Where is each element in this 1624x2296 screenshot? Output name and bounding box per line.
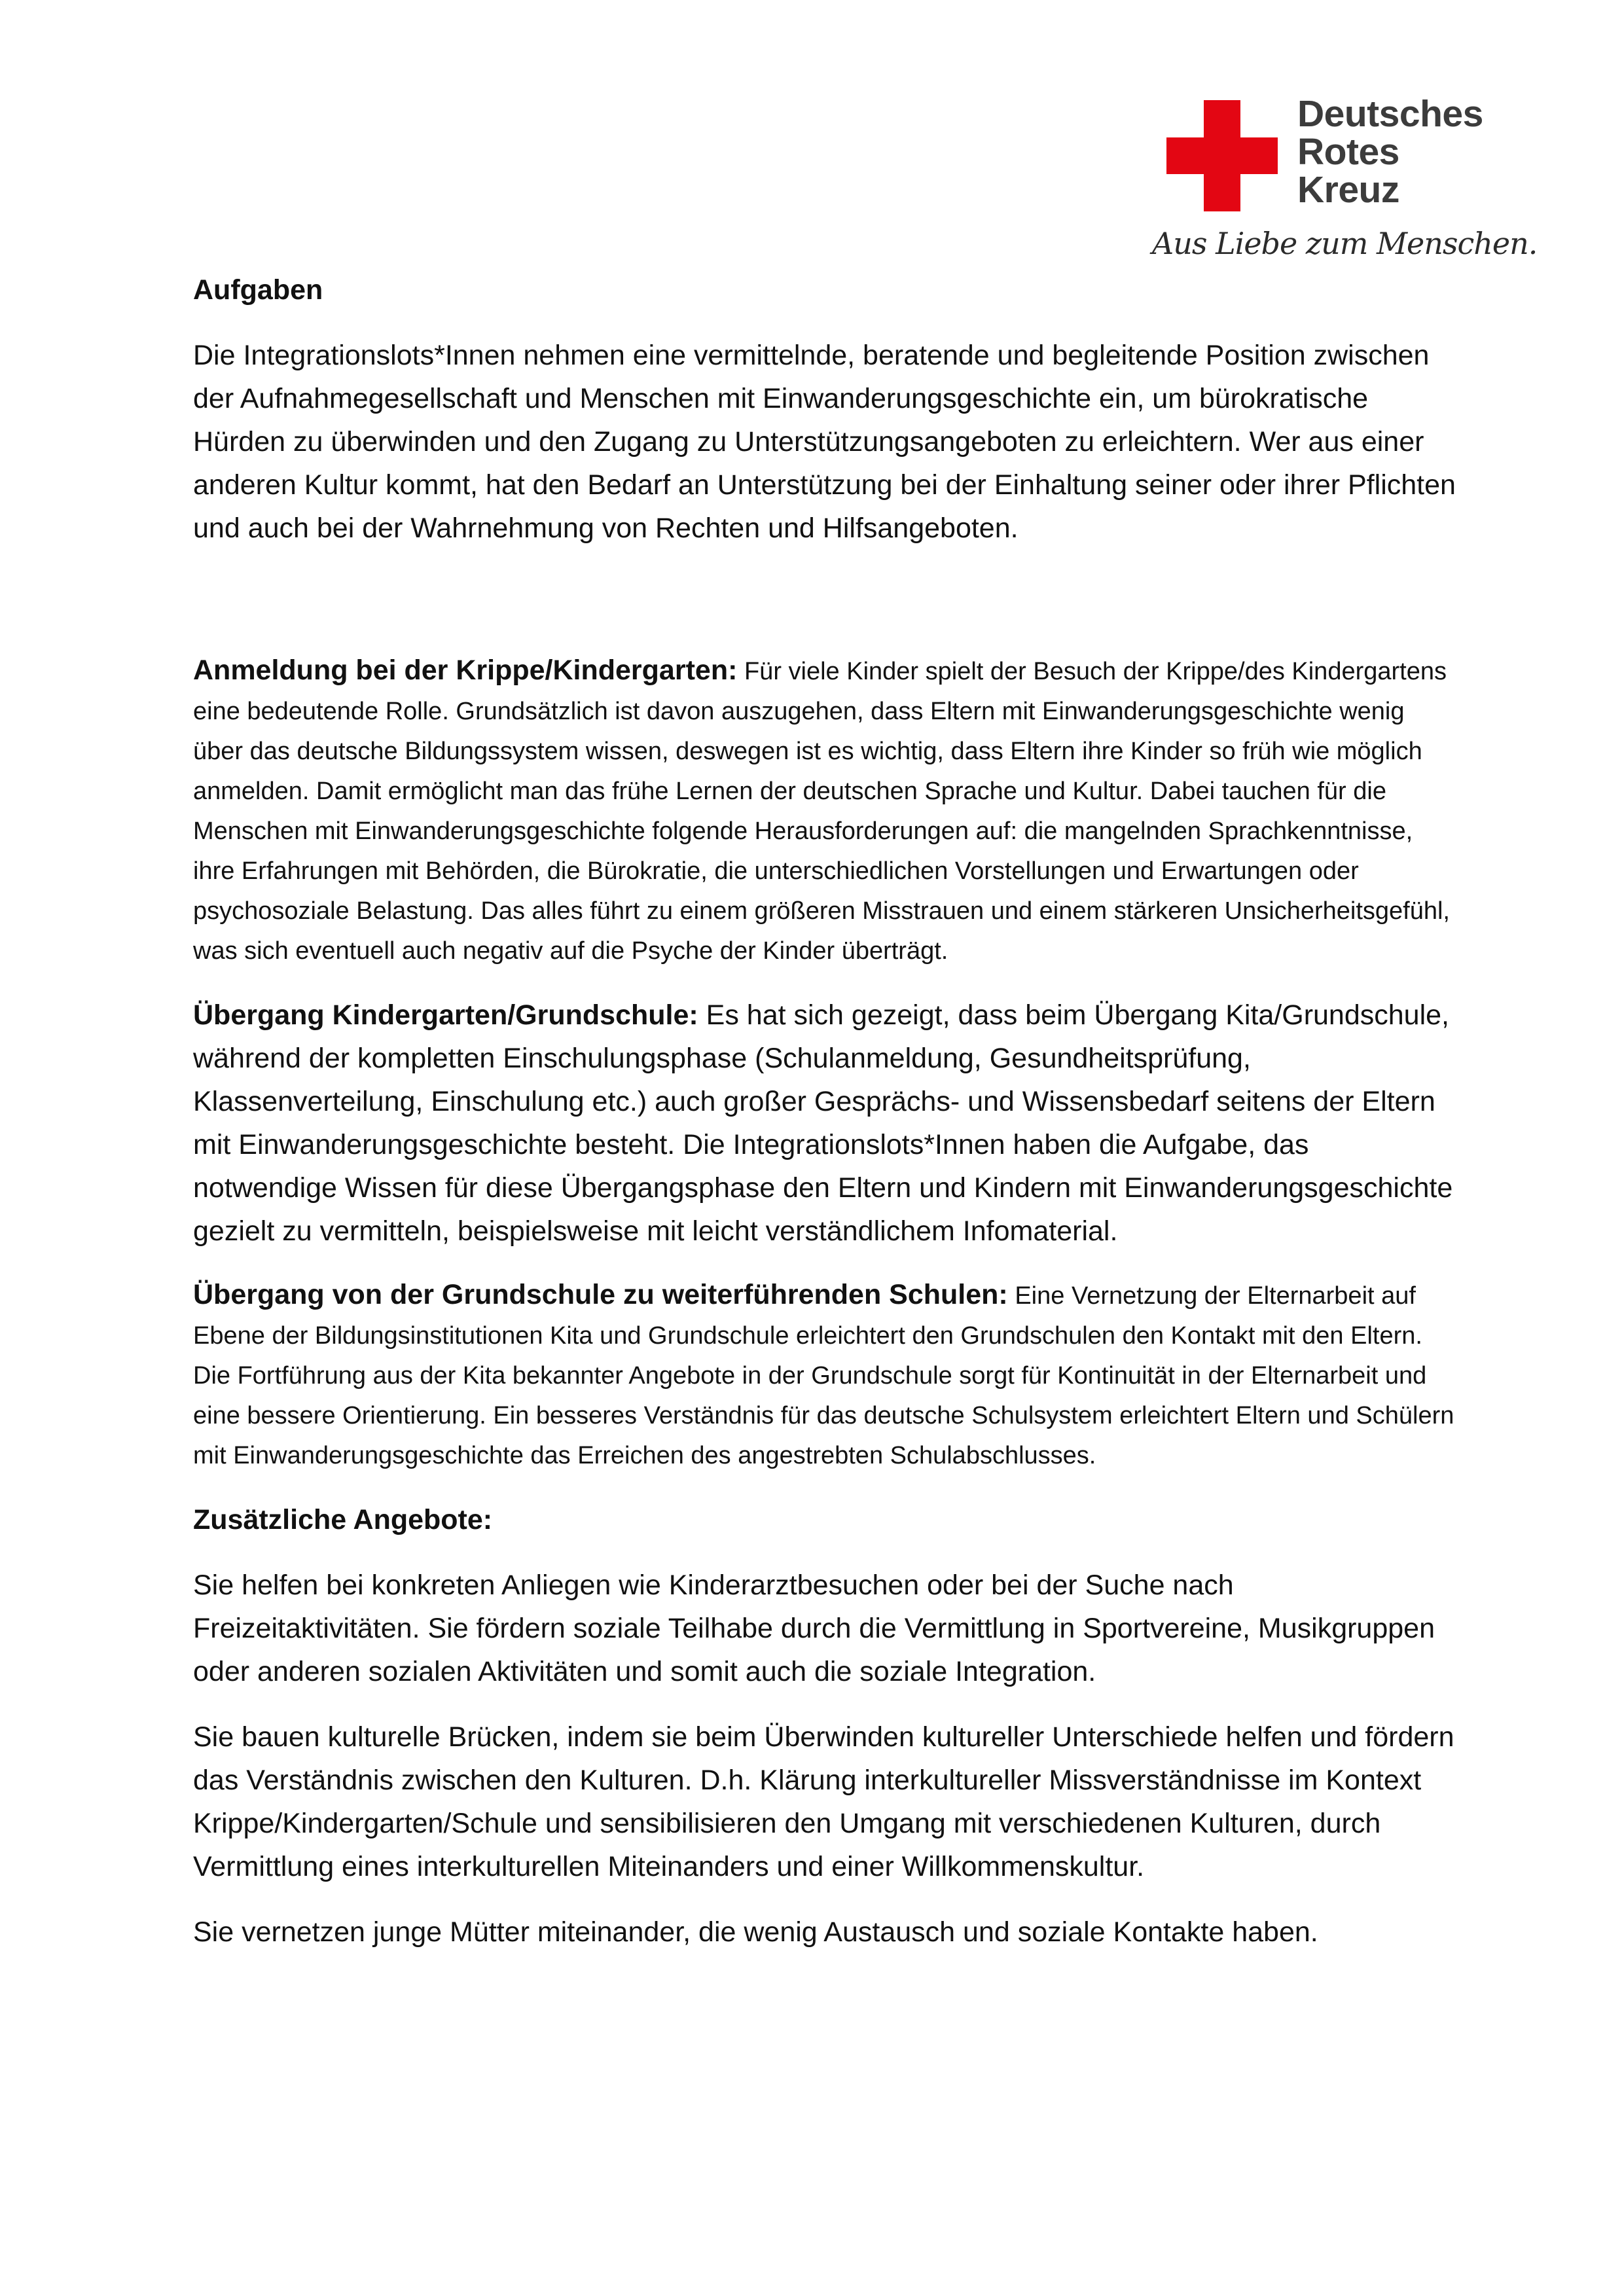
weiterfuehrend-heading: Übergang von der Grundschule zu weiterführenden Schulen:	[193, 1279, 1008, 1310]
drk-logo	[1152, 93, 1538, 265]
krippe-text: Für viele Kinder spielt der Besuch der Krippe/des Kindergartens eine bedeutende Rolle. Grundsätzlich ist davon auszugehen, dass Eltern mit Einwanderungsgeschichte wenig über das deutsche Bildungssystem wissen, deswegen ist es wichtig, dass Eltern ihre Kinder so früh wie möglich anmelden. Damit ermöglicht man das frühe Lernen der deutschen Sprache und Kultur. Dabei tauchen für die Menschen mit Einwanderungsgeschichte folgende Herausforderungen auf: die mangelnden Sprachkenntnisse, ihre Erfahrungen mit Behörden, die Bürokratie, die unterschiedlichen Vorstellungen und Erwartungen oder psychosoziale Belastung. Das alles führt zu einem größeren Misstrauen und einem stärkeren Unsicherheitsgefühl, was sich eventuell auch negativ auf die Psyche der Kinder überträgt.	[193, 658, 1450, 965]
zusaetzlich-paragraph-1: Sie helfen bei konkreten Anliegen wie Kinderarztbesuchen oder bei der Suche nach Freizeitaktivitäten. Sie fördern soziale Teilhabe durch die Vermittlung in Sportvereine, Musikgruppen oder anderen sozialen Aktivitäten und somit auch die soziale Integration.	[193, 1570, 1435, 1687]
org-name-line-1: Deutsches	[1297, 93, 1483, 135]
slogan: Aus Liebe zum Menschen.	[1152, 226, 1538, 261]
zusaetzlich-paragraph-3: Sie vernetzen junge Mütter miteinander, die wenig Austausch und soziale Kontakte haben.	[193, 1916, 1318, 1948]
weiterfuehrend-paragraph	[193, 1275, 1456, 1476]
zusaetzlich-paragraph-2: Sie bauen kulturelle Brücken, indem sie beim Überwinden kultureller Unterschiede helfen und fördern das Verständnis zwischen den Kulturen. D.h. Klärung interkultureller Missverständnisse im Kontext Krippe/Kindergarten/Schule und sensibilisieren den Umgang mit verschiedenen Kulturen, durch Vermittlung eines interkulturellen Miteinanders und einer Willkommenskultur.	[193, 1721, 1454, 1882]
org-name-line-3: Kreuz	[1297, 169, 1399, 211]
krippe-paragraph	[193, 651, 1456, 971]
document-body	[193, 268, 1456, 1976]
krippe-heading: Anmeldung bei der Krippe/Kindergarten:	[193, 655, 738, 686]
section-title: Aufgaben	[193, 274, 323, 306]
org-name-line-2: Rotes	[1297, 131, 1399, 173]
intro-paragraph: Die Integrationslots*Innen nehmen eine vermittelnde, beratende und begleitende Position zwischen der Aufnahmegesellschaft und Menschen mit Einwanderungsgeschichte ein, um bürokratische Hürden zu überwinden und den Zugang zu Unterstützungsangeboten zu erleichtern. Wer aus einer anderen Kultur kommt, hat den Bedarf an Unterstützung bei der Einhaltung seiner oder ihrer Pflichten und auch bei der Wahrnehmung von Rechten und Hilfsangeboten.	[193, 340, 1456, 544]
grundschule-paragraph	[193, 994, 1456, 1253]
spacer	[193, 572, 1456, 651]
red-cross-icon	[1166, 100, 1278, 211]
grundschule-heading: Übergang Kindergarten/Grundschule:	[193, 999, 698, 1031]
weiterfuehrend-text: Eine Vernetzung der Elternarbeit auf Ebene der Bildungsinstitutionen Kita und Grundschule erleichtert den Grundschulen den Kontakt mit den Eltern. Die Fortführung aus der Kita bekannter Angebote in der Grundschule sorgt für Kontinuität in der Elternarbeit und eine bessere Orientierung. Ein besseres Verständnis für das deutsche Schulsystem erleichtert Eltern und Schülern mit Einwanderungsgeschichte das Erreichen des angestrebten Schulabschlusses.	[193, 1282, 1454, 1469]
organization-name	[1297, 95, 1483, 209]
grundschule-text: Es hat sich gezeigt, dass beim Übergang Kita/Grundschule, während der kompletten Einschulungsphase (Schulanmeldung, Gesundheitsprüfung, Klassenverteilung, Einschulung etc.) auch großer Gesprächs- und Wissensbedarf seitens der Eltern mit Einwanderungsgeschichte besteht. Die Integrationslots*Innen haben die Aufgabe, das notwendige Wissen für diese Übergangsphase den Eltern und Kindern mit Einwanderungsgeschichte gezielt zu vermitteln, beispielsweise mit leicht verständlichem Infomaterial.	[193, 999, 1453, 1247]
zusaetzlich-heading: Zusätzliche Angebote:	[193, 1504, 493, 1535]
